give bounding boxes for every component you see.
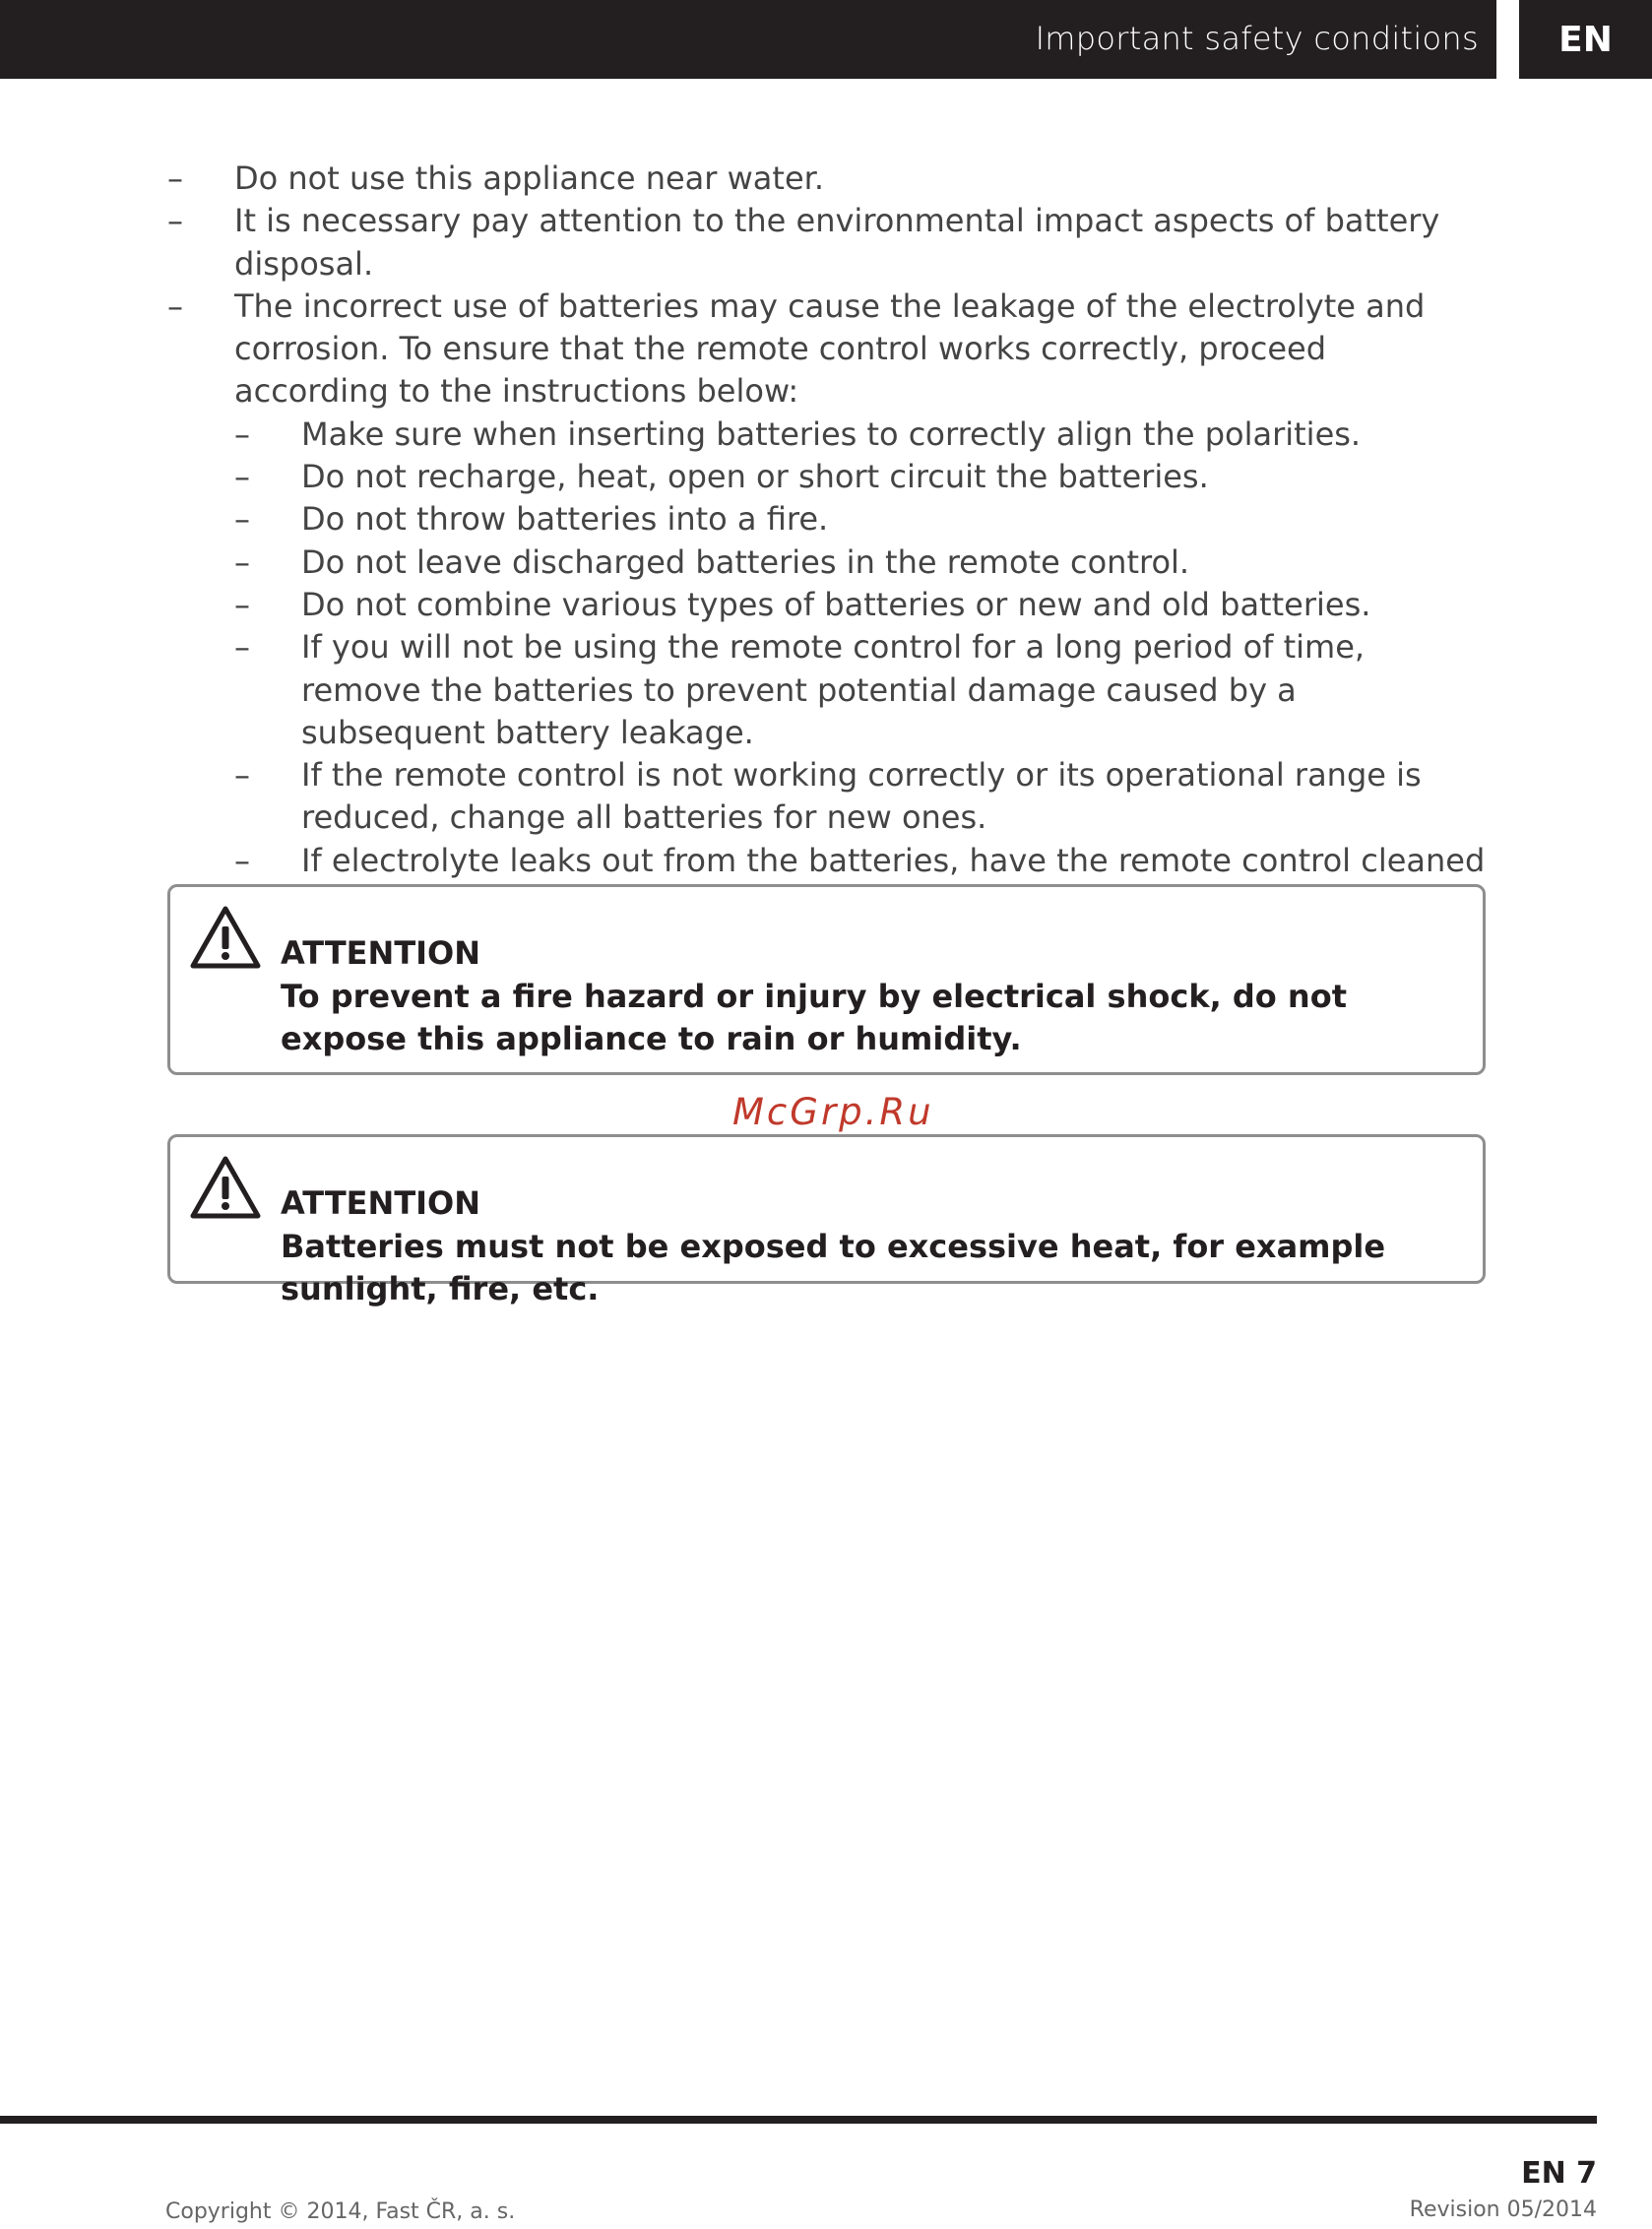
dash-bullet: – [234, 542, 250, 581]
list-item [167, 286, 1487, 414]
attention-text: Batteries must not be exposed to excessive heat, for example sunlight, fire, etc. [281, 1227, 1386, 1307]
page-number: EN 7 [1521, 2156, 1597, 2191]
dash-bullet: – [234, 628, 250, 667]
revision-text: Revision 05/2014 [1409, 2197, 1597, 2222]
sub-list-item [234, 456, 1487, 498]
attention-text: To prevent a fire hazard or injury by electrical shock, do not expose this appliance to rain or humidity. [281, 977, 1347, 1057]
list-item-text: The incorrect use of batteries may cause the leakage of the electrolyte and corrosion. To ensure that the remote control works correctly, proceed according to the instructions below: [234, 287, 1426, 411]
copyright-text: Copyright © 2014, Fast ČR, a. s. [165, 2199, 516, 2224]
sub-list-item [234, 498, 1487, 541]
dash-bullet: – [234, 500, 250, 539]
sub-list-item-text: Do not throw batteries into a fire. [301, 500, 829, 539]
footer-divider [0, 2116, 1597, 2124]
attention-box-heat [167, 1134, 1486, 1307]
header-bar [0, 0, 1496, 79]
sub-list-item-text: Do not leave discharged batteries in the remote control. [301, 542, 1190, 581]
sub-list-item-text: Do not recharge, heat, open or short circuit the batteries. [301, 458, 1209, 496]
sub-list-item-text: If electrolyte leaks out from the batteries, have the remote control cleaned [301, 841, 1486, 879]
sub-list-item [234, 754, 1487, 840]
sub-list-item-text: If the remote control is not working correctly or its operational range is reduced, change all batteries for new ones. [301, 756, 1422, 837]
dash-bullet: – [167, 159, 183, 197]
safety-list [167, 158, 1487, 924]
warning-triangle-icon [189, 1155, 262, 1220]
dash-bullet: – [234, 414, 250, 453]
dash-bullet: – [234, 756, 250, 795]
sub-list-item [234, 541, 1487, 584]
attention-title: ATTENTION [281, 934, 481, 972]
warning-triangle-icon [189, 905, 262, 970]
list-item-text: Do not use this appliance near water. [234, 159, 825, 197]
sub-list-item [234, 584, 1487, 626]
attention-title: ATTENTION [281, 1184, 481, 1222]
list-item [167, 158, 1487, 200]
dash-bullet: – [167, 202, 183, 240]
sub-list-item-text: Make sure when inserting batteries to correctly align the polarities. [301, 414, 1362, 453]
dash-bullet: – [234, 458, 250, 496]
dash-bullet: – [234, 585, 250, 623]
dash-bullet: – [167, 287, 183, 325]
sub-list-item-text: Do not combine various types of batteries or new and old batteries. [301, 585, 1371, 623]
dash-bullet: – [234, 841, 250, 879]
list-item-text: It is necessary pay attention to the environmental impact aspects of battery disposal. [234, 202, 1440, 283]
list-item [167, 200, 1487, 286]
sub-list-item [234, 626, 1487, 754]
attention-box-fire [167, 884, 1486, 1075]
sub-list-item-text: If you will not be using the remote control for a long period of time, remove the batteries to prevent potential damage caused by a subsequent battery leakage. [301, 628, 1366, 751]
page-section-title: Important safety conditions [1035, 20, 1479, 57]
watermark-text: McGrp.Ru [732, 1091, 934, 1133]
language-tab: EN [1519, 0, 1652, 79]
sub-list-item [234, 414, 1487, 456]
